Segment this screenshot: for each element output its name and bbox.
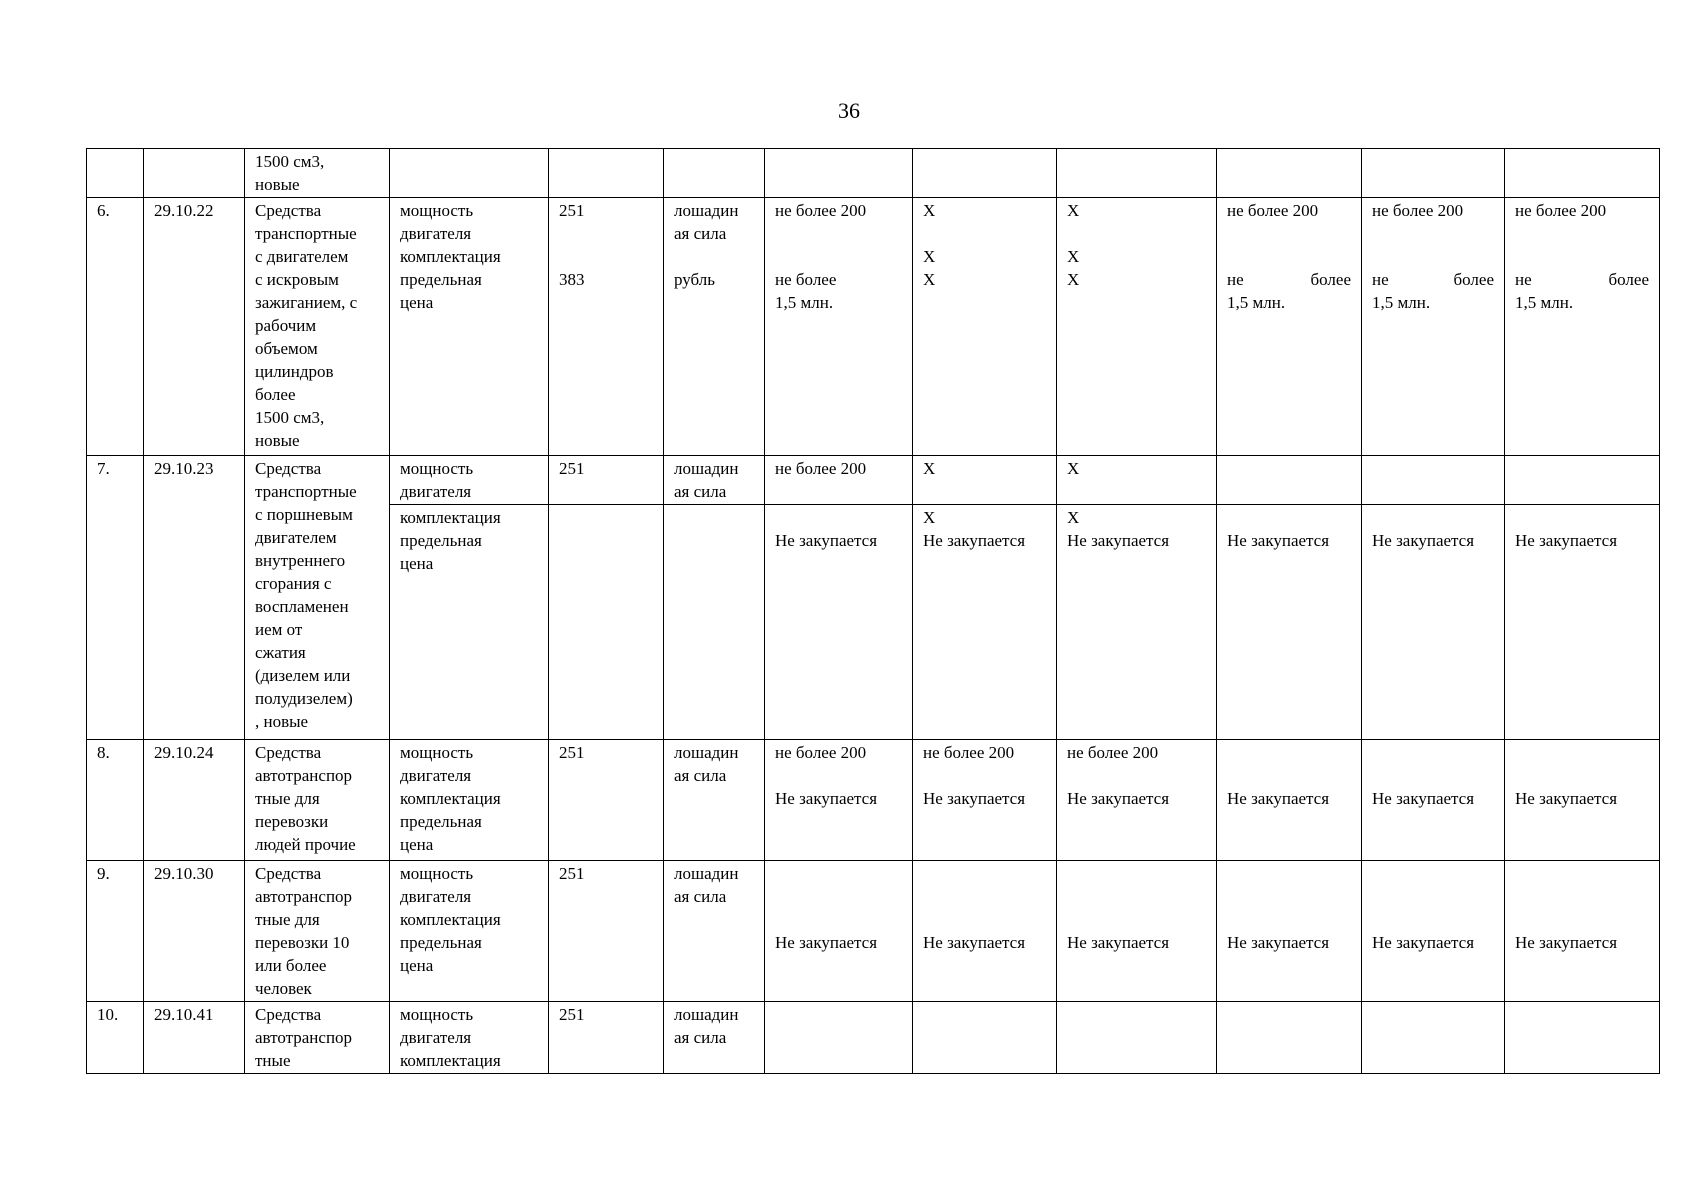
cell-value: Не закупается xyxy=(1217,861,1362,1002)
cell-value: не более 200 Не закупается xyxy=(913,740,1057,861)
cell-characteristic: мощность двигателя xyxy=(390,456,549,505)
cell-unit: лошадин ая сила xyxy=(664,740,765,861)
cell-value: Не закупается xyxy=(1362,861,1505,1002)
cell-value: X xyxy=(913,456,1057,505)
cell-characteristic: мощность двигателя комплектация предельная цена xyxy=(390,740,549,861)
cell-value: не более 200 Не закупается xyxy=(1057,740,1217,861)
cell-characteristic: мощность двигателя комплектация предельная цена xyxy=(390,861,549,1002)
cell-number xyxy=(87,149,144,198)
cell-value xyxy=(1505,456,1660,505)
cell-number: 8. xyxy=(87,740,144,861)
cell-value: X Не закупается xyxy=(913,505,1057,740)
cell-okei-code: 251 xyxy=(549,456,664,505)
cell-value: Не закупается xyxy=(1362,740,1505,861)
cell-okei-code: 251 xyxy=(549,1002,664,1074)
cell-value: X X X xyxy=(913,198,1057,456)
cell-value: Не закупается xyxy=(765,505,913,740)
cell-value: X Не закупается xyxy=(1057,505,1217,740)
table-row xyxy=(87,198,1660,456)
cell-unit: лошадин ая сила рубль xyxy=(664,198,765,456)
table-row xyxy=(87,740,1660,861)
cell-value xyxy=(1217,456,1362,505)
cell-okei-code: 251 xyxy=(549,861,664,1002)
table-row xyxy=(87,1002,1660,1074)
cell-value: Не закупается xyxy=(1505,740,1660,861)
page-number: 36 xyxy=(838,98,860,123)
cell-value: X xyxy=(1057,456,1217,505)
cell-unit: лошадин ая сила xyxy=(664,861,765,1002)
cell-number: 6. xyxy=(87,198,144,456)
cell-code: 29.10.24 xyxy=(144,740,245,861)
cell-okei-code xyxy=(549,505,664,740)
cell-code xyxy=(144,149,245,198)
cell-unit: лошадин ая сила xyxy=(664,1002,765,1074)
cell-name: Средства транспортные с двигателем с искровым зажиганием, с рабочим объемом цилиндров более 1500 см3, новые xyxy=(245,198,390,456)
cell-characteristic: мощность двигателя комплектация xyxy=(390,1002,549,1074)
cell-number: 7. xyxy=(87,456,144,740)
cell-code: 29.10.41 xyxy=(144,1002,245,1074)
cell-unit xyxy=(664,505,765,740)
table-row xyxy=(87,861,1660,1002)
cell-name: Средства автотранспор тные xyxy=(245,1002,390,1074)
cell-value: не более 200 не более 1,5 млн. xyxy=(765,198,913,456)
cell-value: Не закупается xyxy=(1505,505,1660,740)
cell-code: 29.10.22 xyxy=(144,198,245,456)
cell-value: Не закупается xyxy=(913,861,1057,1002)
cell-value: не более 200 xyxy=(765,456,913,505)
cell-value xyxy=(1362,456,1505,505)
cell-code: 29.10.30 xyxy=(144,861,245,1002)
cell-value: не более 200 не более 1,5 млн. xyxy=(1505,198,1660,456)
cell-value: не более 200 не более 1,5 млн. xyxy=(1362,198,1505,456)
cell-number: 10. xyxy=(87,1002,144,1074)
cell-okei-code: 251 xyxy=(549,740,664,861)
cell-value: не более 200 не более 1,5 млн. xyxy=(1217,198,1362,456)
cell-unit: лошадин ая сила xyxy=(664,456,765,505)
table-row xyxy=(87,149,1660,198)
cell-value: Не закупается xyxy=(1217,740,1362,861)
characteristics-table xyxy=(86,148,1660,1074)
table-row xyxy=(87,456,1660,505)
cell-code: 29.10.23 xyxy=(144,456,245,740)
cell-value: Не закупается xyxy=(1505,861,1660,1002)
cell-value: Не закупается xyxy=(1362,505,1505,740)
cell-characteristic: комплектация предельная цена xyxy=(390,505,549,740)
cell-number: 9. xyxy=(87,861,144,1002)
cell-value: Не закупается xyxy=(765,861,913,1002)
cell-name: Средства автотранспор тные для перевозки 10 или более человек xyxy=(245,861,390,1002)
cell-name: Средства автотранспор тные для перевозки людей прочие xyxy=(245,740,390,861)
cell-name: 1500 см3, новые xyxy=(245,149,390,198)
cell-okei-code: 251 383 xyxy=(549,198,664,456)
cell-value: Не закупается xyxy=(1217,505,1362,740)
cell-name: Средства транспортные с поршневым двигателем внутреннего сгорания с воспламенен ием от сжатия (дизелем или полудизелем) , новые xyxy=(245,456,390,740)
cell-value: не более 200 Не закупается xyxy=(765,740,913,861)
cell-value: X X X xyxy=(1057,198,1217,456)
cell-characteristic: мощность двигателя комплектация предельная цена xyxy=(390,198,549,456)
cell-value: Не закупается xyxy=(1057,861,1217,1002)
